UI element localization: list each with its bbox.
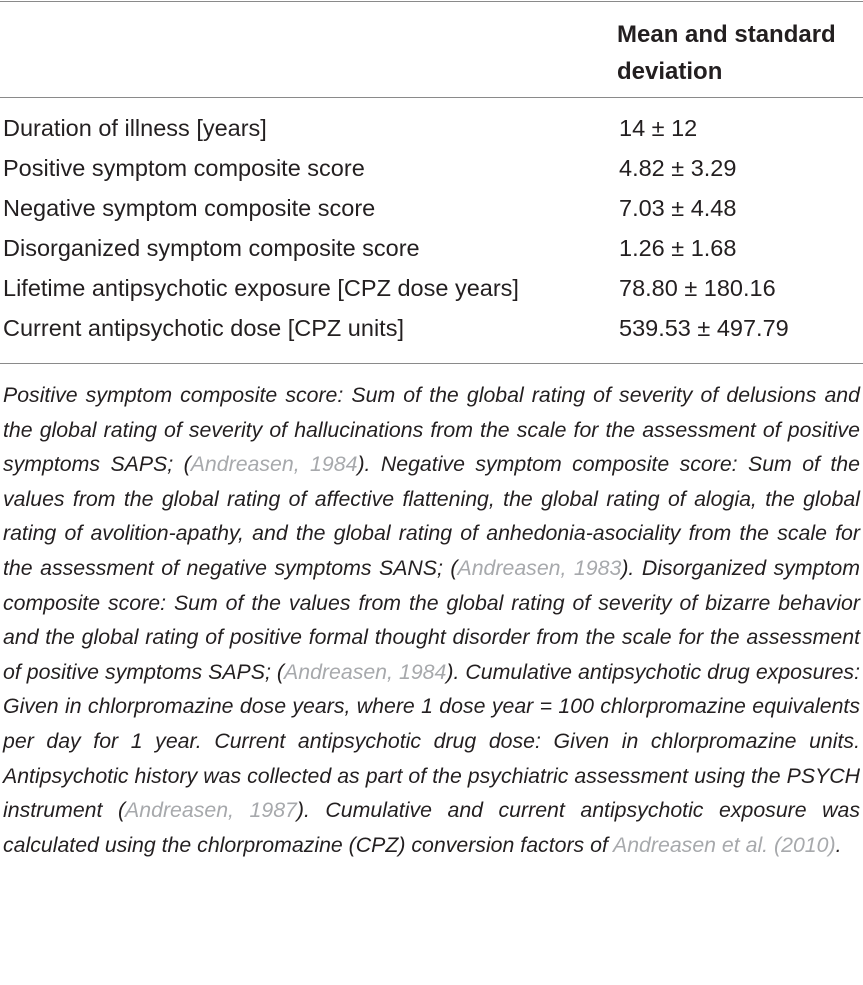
- table-row: [0, 110, 863, 150]
- table-row: [0, 310, 863, 350]
- footnote-text: ). Cumulative and current antipsychotic exposure was calculated using the chlorpromazine (CPZ) conversion factors of: [3, 798, 860, 857]
- table-bottom-rule: [0, 363, 863, 364]
- row-label: Negative symptom composite score: [3, 195, 376, 221]
- citation-link[interactable]: Andreasen, 1987: [125, 798, 297, 823]
- table-body: [0, 110, 863, 350]
- row-value: 539.53 ± 497.79: [619, 315, 789, 341]
- row-value: 4.82 ± 3.29: [619, 155, 737, 181]
- table-top-rule: [0, 1, 863, 2]
- citation-link[interactable]: Andreasen, 1984: [190, 452, 358, 477]
- table-row: [0, 270, 863, 310]
- citation-link[interactable]: Andreasen, 1983: [457, 555, 622, 580]
- row-value: 1.26 ± 1.68: [619, 235, 737, 261]
- footnote-text: ). Negative symptom composite score: Sum of the values from the global rating of affective flattening, the global rating of alogia, the global rating of avolition-apathy, and the global rating of anhedonia-asociality from the scale for the assessment of negative symptoms SANS; (: [3, 452, 860, 580]
- table-row: [0, 230, 863, 270]
- row-label: Disorganized symptom composite score: [3, 235, 420, 261]
- table-footnote: [3, 378, 860, 862]
- row-value: 78.80 ± 180.16: [619, 275, 776, 301]
- footnote-text: ). Disorganized symptom composite score: Sum of the values from the global rating of severity of bizarre behavior and the global rating of positive formal thought disorder from the scale for the assessment of positive symptoms SAPS; (: [3, 555, 860, 684]
- citation-link[interactable]: Andreasen, 1984: [284, 659, 447, 684]
- row-value: 7.03 ± 4.48: [619, 195, 737, 221]
- footnote-text: .: [835, 832, 842, 857]
- table-row: [0, 150, 863, 190]
- citation-link[interactable]: Andreasen et al. (2010): [613, 832, 836, 857]
- footnote-text: Positive symptom composite score: Sum of the global rating of severity of delusions and the global rating of severity of hallucinations from the scale for the assessment of positive symptoms SAPS; (: [3, 383, 860, 477]
- row-label: Current antipsychotic dose [CPZ units]: [3, 315, 404, 341]
- row-label: Duration of illness [years]: [3, 115, 267, 141]
- table-header-rule: [0, 97, 863, 98]
- footnote-text: ). Cumulative antipsychotic drug exposures: Given in chlorpromazine dose years, where 1 dose year = 100 chlorpromazine equivalents per day for 1 year. Current antipsychotic drug dose: Given in chlorpromazine units. Antipsychotic history was collected as part of the psychiatric assessment using the PSYCH instrument (: [3, 659, 860, 823]
- row-label: Lifetime antipsychotic exposure [CPZ dose years]: [3, 275, 519, 301]
- value-column-header: Mean and standard deviation: [617, 21, 836, 85]
- row-label: Positive symptom composite score: [3, 155, 365, 181]
- table-row: [0, 190, 863, 230]
- row-value: 14 ± 12: [619, 115, 698, 141]
